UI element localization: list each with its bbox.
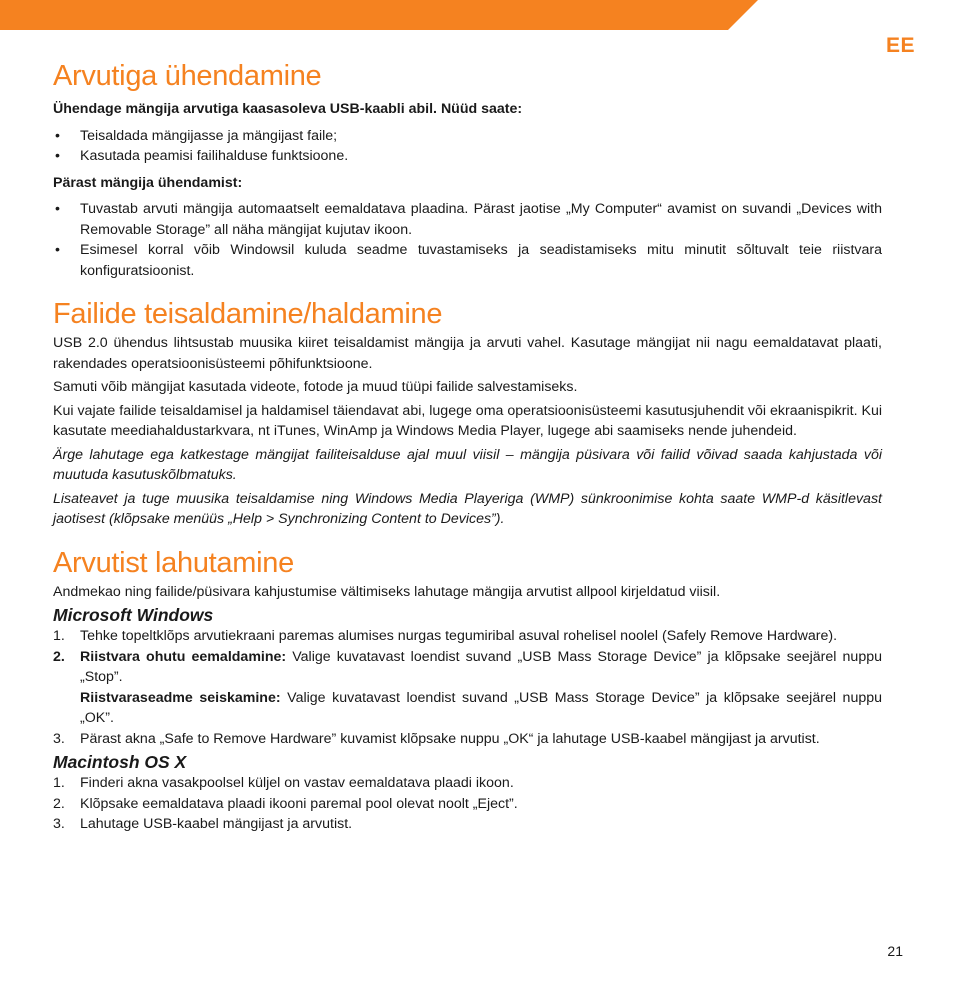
after-connect-bullets — [53, 199, 882, 281]
list-item: • Esimesel korral võib Windowsil kuluda seadme tuvastamiseks ja seadistamiseks mitu minutit sõltuvalt teie riistvara konfiguratsioonist. — [53, 240, 882, 281]
section-connecting — [53, 57, 882, 281]
windows-steps — [53, 626, 882, 749]
step-bold-label: Riistvaraseadme seiskamine: — [80, 689, 281, 706]
step-text: Valige kuvatavast loendist suvand „USB Mass Storage Device” ja klõpsake seejärel nuppu „OK”. — [80, 689, 883, 726]
section-title-file-transfer: Failide teisaldamine/haldamine — [53, 298, 443, 330]
paragraph: Samuti võib mängijat kasutada videote, fotode ja muud tüüpi failide salvestamiseks. — [53, 379, 578, 395]
step-number: 2. — [53, 648, 65, 665]
step-text: Finderi akna vasakpoolsel küljel on vastav eemaldatava plaadi ikoon. — [80, 775, 514, 791]
mac-subheading: Macintosh OS X — [53, 752, 187, 772]
header-orange-band — [0, 0, 954, 30]
step-number: 2. — [53, 795, 65, 812]
warning-paragraph: Ärge lahutage ega katkestage mängijat failiteisalduse ajal muul viisil – mängija püsivara või failid võivad saada kahjustada või muutuda kasutuskõlbmatuks. — [53, 446, 882, 483]
list-item — [53, 773, 882, 794]
step-text: Tehke topeltklõps arvutiekraani paremas alumises nurgas tegumiribal asuval rohelisel noolel (Safely Remove Hardware). — [80, 628, 838, 644]
step-text: Klõpsake eemaldatava plaadi ikooni paremal pool olevat noolt „Eject”. — [80, 795, 518, 812]
step-number: 1. — [53, 775, 65, 791]
paragraph: Andmekao ning failide/püsivara kahjustumise vältimiseks lahutage mängija arvutist allpool kirjeldatud viisil. — [53, 583, 721, 600]
list-item — [53, 794, 882, 815]
language-code-label: EE — [885, 34, 915, 57]
step-number: 3. — [53, 816, 65, 832]
mac-steps — [53, 773, 882, 835]
list-item: • Teisaldada mängijasse ja mängijast faile; — [53, 126, 882, 147]
list-item: • Kasutada peamisi failihalduse funktsioone. — [53, 146, 882, 167]
connect-bullets — [53, 126, 882, 167]
paragraph: Kui vajate failide teisaldamisel ja haldamisel täiendavat abi, lugege oma operatsioonisüsteemi kasutusjuhendit või ekraanispikrit. Kui kasutate meediahaldustarkvara, nt iTunes, WinAmp ja Windows Media Player, lugege abi saamiseks nende juhendeid. — [53, 402, 882, 439]
section-file-transfer — [53, 295, 882, 530]
list-item: • Tuvastab arvuti mängija automaatselt eemaldatava plaadina. Pärast jaotise „My Computer“ avamist on suvandi „Devices with Removable Storage” all näha mängijat kujutav ikoon. — [53, 199, 882, 240]
page-content — [53, 57, 882, 835]
windows-subheading: Microsoft Windows — [53, 605, 214, 625]
list-item — [53, 814, 882, 835]
list-item — [53, 729, 882, 750]
list-item — [53, 626, 882, 647]
step-number: 3. — [53, 730, 65, 747]
paragraph: USB 2.0 ühendus lihtsustab muusika kiiret teisaldamist mängija ja arvuti vahel. Kasutage mängijat nii nagu eemaldatavat plaati, rakendades operatsioonisüsteemi põhifunktsioone. — [53, 335, 882, 372]
step-number: 1. — [53, 628, 65, 644]
step-text: Pärast akna „Safe to Remove Hardware” kuvamist klõpsake nuppu „OK“ ja lahutage USB-kaabel mängijast ja arvutist. — [80, 730, 820, 747]
section-disconnecting — [53, 544, 882, 835]
section-title-connecting: Arvutiga ühendamine — [53, 60, 322, 92]
after-connect-heading: Pärast mängija ühendamist: — [53, 174, 243, 191]
connect-lead: Ühendage mängija arvutiga kaasasoleva USB-kaabli abil. Nüüd saate: — [53, 101, 523, 117]
list-item — [53, 647, 882, 729]
step-bold-label: Riistvara ohutu eemaldamine: — [80, 648, 287, 665]
step-text: Lahutage USB-kaabel mängijast ja arvutist. — [80, 816, 353, 832]
section-title-disconnecting: Arvutist lahutamine — [53, 546, 294, 579]
step-text: Valige kuvatavast loendist suvand „USB Mass Storage Device” ja klõpsake seejärel nuppu „Stop”. — [80, 648, 882, 685]
page-number: 21 — [887, 943, 903, 959]
info-paragraph: Lisateavet ja tuge muusika teisaldamise ning Windows Media Playeriga (WMP) sünkroonimise kohta saate WMP-d käsitlevast jaotisest (klõpsake menüüs „Help > Synchronizing Content to Devices”). — [53, 490, 882, 527]
